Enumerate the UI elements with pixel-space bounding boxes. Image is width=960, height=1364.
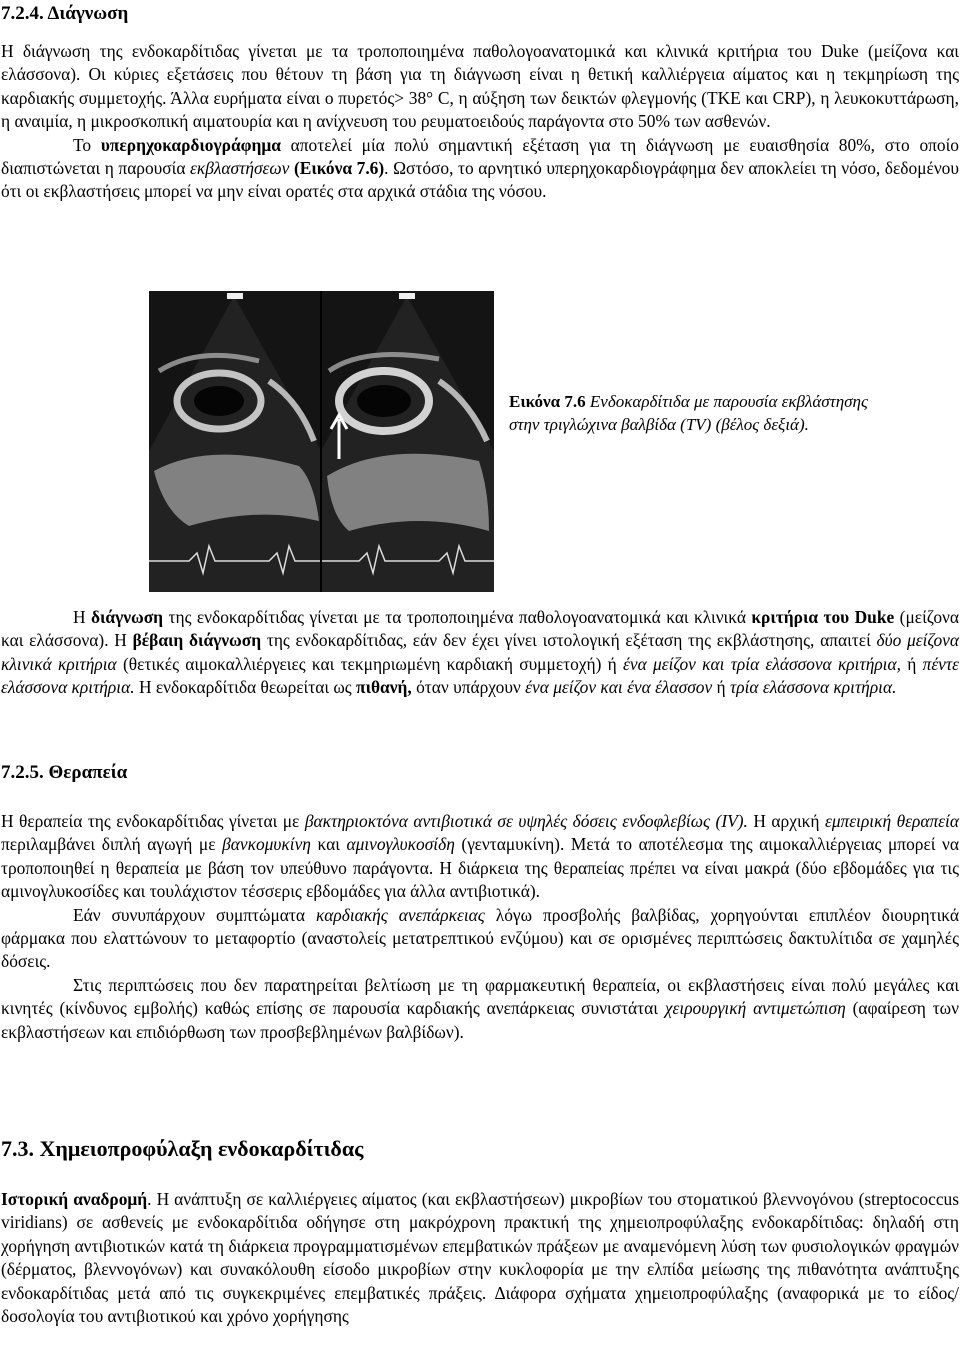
section-heading-diagnosis: 7.2.4. Διάγνωση [1,3,129,24]
paragraph: Εάν συνυπάρχουν συμπτώματα καρδιακής ανεπάρκειας λόγω προσβολής βαλβίδας, χορηγούνται επιπλέον διουρητικά φάρμακα που ελαττώνουν το μεταφορτίο (αναστολείς μετατρεπτικού ενζύμου) και σε ορισμένες περιπτώσεις δακτυλίτιδα σε χαμηλές δόσεις. [1,904,960,972]
therapy-text-block [1,810,959,1044]
paragraph: Η θεραπεία της ενδοκαρδίτιδας γίνεται με βακτηριοκτόνα αντιβιοτικά σε υψηλές δόσεις ενδοφλεβίως (IV). Η αρχική εμπειρική θεραπεία περιλαμβάνει διπλή αγωγή με βανκομυκίνη και αμινογλυκοσίδη (γενταμυκίνη). Μετά το αποτέλεσμα της αιμοκαλλιέργειας μπορεί να τροποποιηθεί η θεραπεία με βάση τον υπεύθυνο παράγοντα. Η διάρκεια της θεραπείας πρέπει να είναι μακρά (δύο εβδομάδες για τις αμινογλυκοσίδες και τουλάχιστον τέσσερις εβδομάδες για άλλα αντιβιοτικά). [1,811,959,902]
diagnosis-criteria-block [1,606,959,700]
diagnosis-text-block [1,40,959,204]
paragraph: Η διάγνωση της ενδοκαρδίτιδας γίνεται με τα τροποποιημένα παθολογοανατομικά και κλινικά κριτήρια του Duke (μείζονα και ελάσσονα). Οι κύριες εξετάσεις που θέτουν τη βάση για τη διάγνωση είναι η θετική καλλιέργεια αίματος και η τεκμηρίωση της καρδιακής συμμετοχής. Άλλα ευρήματα είναι ο πυρετός> 38° C, η αύξηση των δεικτών φλεγμονής (ΤΚΕ και CRP), η λευκοκυττάρωση, η αναιμία, η μικροσκοπική αιματουρία και η ανίχνευση του ρευματοειδούς παράγοντα στο 50% των ασθενών. [1,41,959,132]
section-heading-chemoprophylaxis: 7.3. Χημειοπροφύλαξη ενδοκαρδίτιδας [1,1136,364,1161]
paragraph: Στις περιπτώσεις που δεν παρατηρείται βελτίωση με τη φαρμακευτική θεραπεία, οι εκβλαστήσεις είναι πολύ μεγάλες και κινητές (κίνδυνος εμβολής) καθώς επίσης σε παρουσία καρδιακής ανεπάρκειας συνιστάται χειρουργική αντιμετώπιση (αφαίρεση των εκβλαστήσεων και επιδιόρθωση των προσβεβλημένων βαλβίδων). [1,974,959,1042]
section-heading-therapy: 7.2.5. Θεραπεία [1,762,128,783]
figure-caption: Εικόνα 7.6 Ενδοκαρδίτιδα με παρουσία εκβλάστησης στην τριγλώχινα βαλβίδα (TV) (βέλος δεξιά). [509,392,868,435]
echocardiogram-image [149,291,494,592]
paragraph: Η διάγνωση της ενδοκαρδίτιδας γίνεται με τα τροποποιημένα παθολογοανατομικά και κλινικά κριτήρια του Duke (μείζονα και ελάσσονα). Η βέβαιη διάγνωση της ενδοκαρδίτιδας, εάν δεν έχει γίνει ιστολογική εξέταση της εκβλάστησης, απαιτεί δύο μείζονα κλινικά κριτήρια (θετικές αιμοκαλλιέργειες και τεκμηριωμένη καρδιακή συμμετοχή) ή ένα μείζον και τρία ελάσσονα κριτήρια, ή πέντε ελάσσονα κριτήρια. Η ενδοκαρδίτιδα θεωρείται ως πιθανή, όταν υπάρχουν ένα μείζον και ένα έλασσον ή τρία ελάσσονα κριτήρια. [1,607,959,698]
paragraph: Το υπερηχοκαρδιογράφημα αποτελεί μία πολύ σημαντική εξέταση για τη διάγνωση με ευαισθησία 80%, στο οποίο διαπιστώνεται η παρουσία εκβλαστήσεων (Εικόνα 7.6). Ωστόσο, το αρνητικό υπερηχοκαρδιογράφημα δεν αποκλείει τη νόσο, δεδομένου ότι οι εκβλαστήσεις μπορεί να μην είναι ορατές στα αρχικά στάδια της νόσου. [1,134,960,202]
echo-illustration [149,291,494,592]
chemoprophylaxis-text-block [1,1188,959,1328]
paragraph: Ιστορική αναδρομή. Η ανάπτυξη σε καλλιέργειες αίματος (και εκβλαστήσεων) μικροβίων του στοματικού βλεννογόνου (streptococcus viridians) σε ασθενείς με ενδοκαρδίτιδα οδήγησε στη μακρόχρονη πρακτική της χημειοπροφύλαξης ενδοκαρδίτιδας: δηλαδή στη χορήγηση αντιβιοτικών κατά τη διάρκεια προγραμματισμένων επεμβατικών πράξεων με αναμενόμενη λύση των φυσιολογικών φραγμών (δέρματος, βλεννογόνων) και συνακόλουθη είσοδο μικροβίων στην κυκλοφορία με την ελπίδα μείωσης της πιθανότητα ανάπτυξης ενδοκαρδίτιδας μετά από τις συγκεκριμένες επεμβατικές πράξεις. Διάφορα σχήματα χημειοπροφύλαξης (αναφορικά με το είδος/δοσολογία του αντιβιοτικού και χρόνο χορήγησης [1,1189,960,1327]
